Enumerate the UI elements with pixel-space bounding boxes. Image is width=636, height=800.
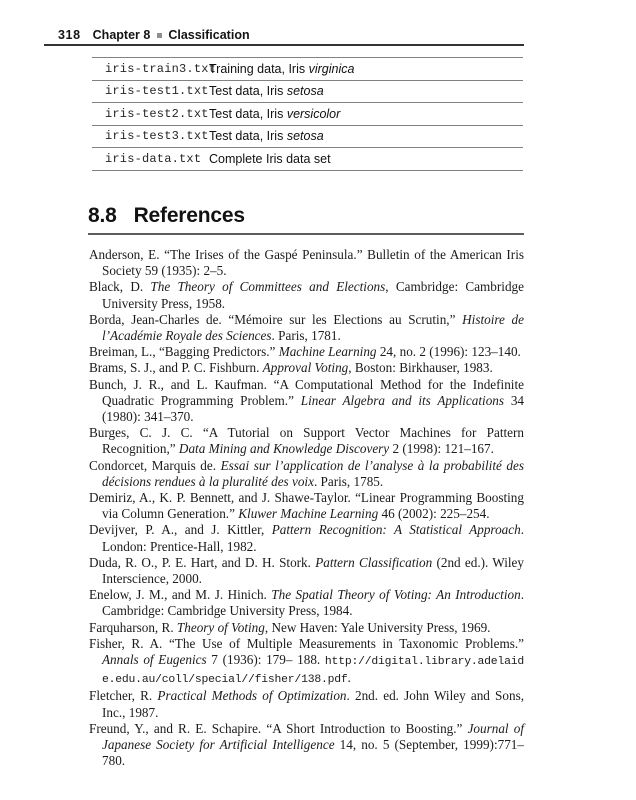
section-heading-rule (88, 233, 524, 235)
page-number: 318 (58, 28, 81, 42)
section-heading (88, 204, 245, 228)
section-title: References (133, 204, 245, 227)
table-row (92, 80, 523, 103)
file-description-cell: Training data, Iris virginica (209, 61, 355, 76)
section-label: Classification (168, 28, 250, 42)
file-table (92, 57, 523, 171)
reference-entry: Duda, R. O., P. E. Hart, and D. H. Stork. Pattern Classification (2nd ed.). Wiley Interscience, 2000. (89, 554, 524, 587)
table-row (92, 57, 523, 80)
reference-entry: Fletcher, R. Practical Methods of Optimization. 2nd. ed. John Wiley and Sons, Inc., 1987. (89, 688, 524, 720)
reference-entry: Farquharson, R. Theory of Voting, New Haven: Yale University Press, 1969. (89, 619, 491, 635)
reference-entry: Borda, Jean-Charles de. “Mémoire sur les Elections au Scrutin,” Histoire de l’Académie Royale des Sciences. Paris, 1781. (89, 311, 524, 344)
reference-entry: Devijver, P. A., and J. Kittler, Pattern Recognition: A Statistical Approach. London: Prentice-Hall, 1982. (89, 522, 524, 554)
reference-entry: Breiman, L., “Bagging Predictors.” Machine Learning 24, no. 2 (1996): 123–140. (89, 344, 521, 360)
table-row (92, 147, 523, 171)
file-description-cell: Test data, Iris versicolor (209, 106, 341, 121)
reference-entry: Condorcet, Marquis de. Essai sur l’application de l’analyse à la probabilité des décisions rendues à la pluralité des voix. Paris, 1785. (89, 457, 524, 489)
reference-entry: Enelow, J. M., and M. J. Hinich. The Spatial Theory of Voting: An Introduction. Cambridge: Cambridge University Press, 1984. (89, 587, 524, 619)
running-head (58, 28, 250, 42)
file-name-cell: iris-test3.txt (105, 129, 209, 144)
file-name-cell: iris-data.txt (105, 152, 202, 166)
reference-entry: Brams, S. J., and P. C. Fishburn. Approval Voting, Boston: Birkhauser, 1983. (89, 360, 493, 376)
section-number: 8.8 (88, 204, 117, 227)
table-row (92, 102, 523, 125)
header-rule (44, 44, 524, 46)
file-name-cell: iris-train3.txt (105, 61, 217, 76)
reference-entry: Fisher, R. A. “The Use of Multiple Measurements in Taxonomic Problems.” Annals of Eugenics 7 (1936): 179– 188. http://digital.library.adelaide.edu.au/coll/special//fisher/138.pdf. (89, 635, 524, 687)
file-description-cell: Test data, Iris setosa (209, 84, 324, 99)
file-description-cell: Complete Iris data set (209, 152, 331, 166)
reference-entry: Freund, Y., and R. E. Schapire. “A Short Introduction to Boosting.” Journal of Japanese Society for Artificial Intelligence 14, no. 5 (September, 1999):771–780. (89, 720, 524, 769)
square-bullet-icon (157, 33, 162, 38)
chapter-label: Chapter 8 (92, 28, 151, 42)
reference-entry: Demiriz, A., K. P. Bennett, and J. Shawe-Taylor. “Linear Programming Boosting via Column Generation.” Kluwer Machine Learning 46 (2002): 225–254. (89, 490, 524, 522)
file-description-cell: Test data, Iris setosa (209, 129, 324, 144)
file-name-cell: iris-test1.txt (105, 84, 209, 99)
table-row (92, 125, 523, 148)
reference-entry: Anderson, E. “The Irises of the Gaspé Peninsula.” Bulletin of the American Iris Society 59 (1935): 2–5. (89, 247, 524, 279)
file-name-cell: iris-test2.txt (105, 106, 209, 121)
reference-entry: Black, D. The Theory of Committees and Elections, Cambridge: Cambridge University Press, 1958. (89, 279, 524, 311)
references-list (89, 247, 524, 770)
reference-entry: Burges, C. J. C. “A Tutorial on Support Vector Machines for Pattern Recognition,” Data Mining and Knowledge Discovery 2 (1998): 121–167. (89, 425, 524, 457)
reference-entry: Bunch, J. R., and L. Kaufman. “A Computational Method for the Indefinite Quadratic Programming Problem.” Linear Algebra and its Applications 34 (1980): 341–370. (89, 376, 525, 425)
